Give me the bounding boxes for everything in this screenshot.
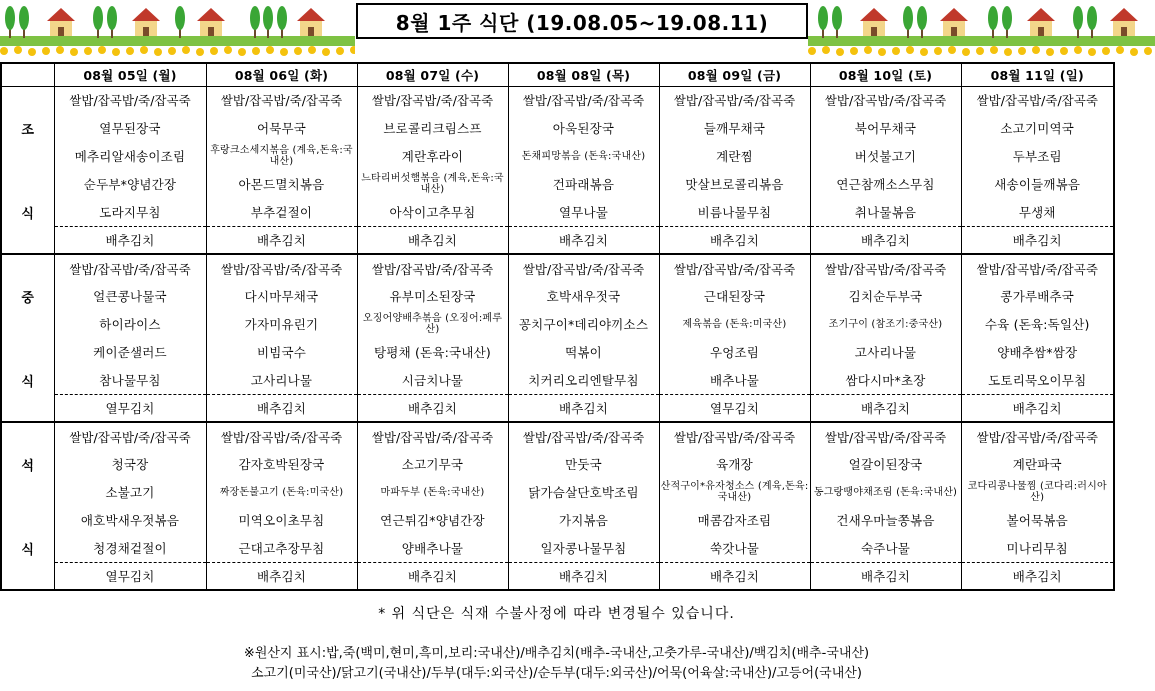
- dish-cell: 계란찜: [659, 142, 810, 170]
- dish-cell: 비름나물무침: [659, 198, 810, 226]
- village-decoration-left: [0, 0, 355, 62]
- meal-label-spacer: [1, 254, 54, 282]
- dish-cell: 계란후라이: [357, 142, 508, 170]
- house-roof: [297, 8, 325, 21]
- flower-icon: [224, 46, 232, 54]
- menu-row: [1, 86, 1114, 114]
- menu-row: [1, 114, 1114, 142]
- dish-cell: 연근튀김*양념간장: [357, 506, 508, 534]
- flower-icon: [1144, 47, 1152, 55]
- meal-label-spacer: [1, 338, 54, 366]
- meal-label-spacer: [1, 170, 54, 198]
- meal-label-spacer: [1, 394, 54, 422]
- flower-icon: [878, 48, 886, 56]
- meal-label-top: 중: [1, 282, 54, 310]
- dish-cell: 건파래볶음: [508, 170, 659, 198]
- dish-cell: 짜장돈불고기 (돈육:미국산): [206, 478, 357, 506]
- meal-label-spacer: [1, 226, 54, 254]
- rice-cell: 쌀밥/잡곡밥/죽/잡곡죽: [810, 254, 961, 282]
- dish-cell: 배추김치: [508, 394, 659, 422]
- menu-row: [1, 310, 1114, 338]
- day-header: 08월 10일 (토): [810, 63, 961, 86]
- dish-cell: 청국장: [54, 450, 206, 478]
- dish-cell: 계란파국: [961, 450, 1114, 478]
- flower-icon: [1018, 47, 1026, 55]
- rice-cell: 쌀밥/잡곡밥/죽/잡곡죽: [54, 254, 206, 282]
- tree-icon: [917, 6, 927, 30]
- dish-cell: 순두부*양념간장: [54, 170, 206, 198]
- dish-cell: 근대고추장무침: [206, 534, 357, 562]
- menu-table: [0, 62, 1115, 591]
- dish-cell: 꽁치구이*데리야끼소스: [508, 310, 659, 338]
- rice-cell: 쌀밥/잡곡밥/죽/잡곡죽: [508, 254, 659, 282]
- house-door: [58, 27, 64, 36]
- dish-cell: 열무나물: [508, 198, 659, 226]
- dish-cell: 아삭이고추무침: [357, 198, 508, 226]
- day-header: 08월 09일 (금): [659, 63, 810, 86]
- flower-icon: [976, 47, 984, 55]
- flower-icon: [1046, 48, 1054, 56]
- dish-cell: 치커리오리엔탈무침: [508, 366, 659, 394]
- dish-cell: 도라지무침: [54, 198, 206, 226]
- menu-row: [1, 422, 1114, 450]
- house-roof: [47, 8, 75, 21]
- flower-icon: [210, 47, 218, 55]
- menu-row: [1, 534, 1114, 562]
- dish-cell: 유부미소된장국: [357, 282, 508, 310]
- flower-icon: [182, 46, 190, 54]
- rice-cell: 쌀밥/잡곡밥/죽/잡곡죽: [357, 422, 508, 450]
- meal-label-spacer: [1, 142, 54, 170]
- dish-cell: 어묵무국: [206, 114, 357, 142]
- flower-icon: [1116, 46, 1124, 54]
- origin-line: ※원산지 표시:밥,죽(백미,현미,흑미,보리:국내산)/배추김치(배추-국내산,고춧가루-국내산)/백김치(배추-국내산): [243, 646, 870, 661]
- house-door: [143, 27, 149, 36]
- dish-cell: 배추김치: [54, 226, 206, 254]
- meal-label-spacer: [1, 478, 54, 506]
- corner-cell: [1, 63, 54, 86]
- dish-cell: 느타리버섯햄볶음 (계육,돈육:국내산): [357, 170, 508, 198]
- dish-cell: 배추김치: [659, 562, 810, 590]
- dish-cell: 얼갈이된장국: [810, 450, 961, 478]
- rice-cell: 쌀밥/잡곡밥/죽/잡곡죽: [357, 254, 508, 282]
- dish-cell: 육개장: [659, 450, 810, 478]
- menu-row: [1, 478, 1114, 506]
- flower-icon: [322, 48, 330, 56]
- dish-cell: 취나물볶음: [810, 198, 961, 226]
- flower-icon: [934, 47, 942, 55]
- flower-icon: [252, 47, 260, 55]
- menu-row: [1, 282, 1114, 310]
- flower-icon: [154, 48, 162, 56]
- menu-row: [1, 562, 1114, 590]
- tree-icon: [263, 6, 273, 30]
- flower-icon: [836, 48, 844, 56]
- page-title: 8월 1주 식단 (19.08.05~19.08.11): [356, 3, 808, 39]
- flower-icon: [1060, 47, 1068, 55]
- flower-icon: [196, 48, 204, 56]
- dish-cell: 가자미유린기: [206, 310, 357, 338]
- tree-icon: [1087, 6, 1097, 30]
- dish-cell: 맛살브로콜리볶음: [659, 170, 810, 198]
- flower-icon: [1088, 48, 1096, 56]
- dish-cell: 북어무채국: [810, 114, 961, 142]
- meal-label-top: 석: [1, 450, 54, 478]
- dish-cell: 돈채피망볶음 (돈육:국내산): [508, 142, 659, 170]
- rice-cell: 쌀밥/잡곡밥/죽/잡곡죽: [961, 422, 1114, 450]
- flower-icon: [1102, 47, 1110, 55]
- tree-icon: [1073, 6, 1083, 30]
- meal-label-spacer: [1, 562, 54, 590]
- flower-icon: [28, 48, 36, 56]
- dish-cell: 건새우마늘쫑볶음: [810, 506, 961, 534]
- tree-icon: [19, 6, 29, 30]
- dish-cell: 수육 (돈육:독일산): [961, 310, 1114, 338]
- rice-cell: 쌀밥/잡곡밥/죽/잡곡죽: [810, 86, 961, 114]
- dish-cell: 배추김치: [206, 562, 357, 590]
- day-header-row: [1, 63, 1114, 86]
- tree-icon: [250, 6, 260, 30]
- dish-cell: 얼큰콩나물국: [54, 282, 206, 310]
- rice-cell: 쌀밥/잡곡밥/죽/잡곡죽: [508, 86, 659, 114]
- house-roof: [197, 8, 225, 21]
- menu-row: [1, 226, 1114, 254]
- dish-cell: 배추김치: [508, 226, 659, 254]
- rice-cell: 쌀밥/잡곡밥/죽/잡곡죽: [206, 422, 357, 450]
- flower-icon: [266, 46, 274, 54]
- dish-cell: 김치순두부국: [810, 282, 961, 310]
- dish-cell: 다시마무채국: [206, 282, 357, 310]
- flower-icon: [14, 46, 22, 54]
- dish-cell: 마파두부 (돈육:국내산): [357, 478, 508, 506]
- menu-body: [1, 86, 1114, 590]
- dish-cell: 열무김치: [54, 562, 206, 590]
- dish-cell: 미나리무침: [961, 534, 1114, 562]
- dish-cell: 호박새우젓국: [508, 282, 659, 310]
- dish-cell: 도토리묵오이무침: [961, 366, 1114, 394]
- rice-cell: 쌀밥/잡곡밥/죽/잡곡죽: [357, 86, 508, 114]
- day-header: 08월 05일 (월): [54, 63, 206, 86]
- dish-cell: 메추리알새송이조림: [54, 142, 206, 170]
- dish-cell: 우엉조림: [659, 338, 810, 366]
- flower-icon: [70, 48, 78, 56]
- menu-row: [1, 170, 1114, 198]
- flower-icon: [294, 47, 302, 55]
- house-roof: [860, 8, 888, 21]
- dish-cell: 후랑크소세지볶음 (계육,돈육:국내산): [206, 142, 357, 170]
- day-header: 08월 11일 (일): [961, 63, 1114, 86]
- flower-icon: [948, 46, 956, 54]
- dish-cell: 미역오이초무침: [206, 506, 357, 534]
- tree-icon: [818, 6, 828, 30]
- meal-label-spacer: [1, 310, 54, 338]
- tree-icon: [277, 6, 287, 30]
- rice-cell: 쌀밥/잡곡밥/죽/잡곡죽: [659, 86, 810, 114]
- dish-cell: 만둣국: [508, 450, 659, 478]
- flower-icon: [98, 46, 106, 54]
- tree-icon: [93, 6, 103, 30]
- flower-icon: [0, 47, 8, 55]
- flower-icon: [42, 47, 50, 55]
- flower-icon: [280, 48, 288, 56]
- dish-cell: 닭가슴살단호박조림: [508, 478, 659, 506]
- house-door: [951, 27, 957, 36]
- dish-cell: 쑥갓나물: [659, 534, 810, 562]
- dish-cell: 배추김치: [810, 562, 961, 590]
- rice-cell: 쌀밥/잡곡밥/죽/잡곡죽: [206, 254, 357, 282]
- dish-cell: 동그랑땡야채조림 (돈육:국내산): [810, 478, 961, 506]
- flower-icon: [1074, 46, 1082, 54]
- dish-cell: 탕평채 (돈육:국내산): [357, 338, 508, 366]
- dish-cell: 케이준샐러드: [54, 338, 206, 366]
- change-notice: * 위 식단은 식재 수불사정에 따라 변경될수 있습니다.: [378, 606, 735, 622]
- rice-cell: 쌀밥/잡곡밥/죽/잡곡죽: [810, 422, 961, 450]
- dish-cell: 숙주나물: [810, 534, 961, 562]
- dish-cell: 쌈다시마*초장: [810, 366, 961, 394]
- origin-info: [0, 644, 1113, 684]
- house-roof: [1027, 8, 1055, 21]
- flower-icon: [864, 46, 872, 54]
- house-door: [1121, 27, 1127, 36]
- rice-cell: 쌀밥/잡곡밥/죽/잡곡죽: [659, 422, 810, 450]
- dish-cell: 비빔국수: [206, 338, 357, 366]
- tree-icon: [988, 6, 998, 30]
- tree-icon: [5, 6, 15, 30]
- house-roof: [132, 8, 160, 21]
- grass-strip: [0, 36, 355, 46]
- dish-cell: 산적구이*유자청소스 (계육,돈육:국내산): [659, 478, 810, 506]
- house-door: [308, 27, 314, 36]
- dish-cell: 오징어양배추볶음 (오징어:페루산): [357, 310, 508, 338]
- flower-icon: [906, 46, 914, 54]
- flower-icon: [126, 47, 134, 55]
- flower-icon: [84, 47, 92, 55]
- dish-cell: 청경채겉절이: [54, 534, 206, 562]
- tree-icon: [832, 6, 842, 30]
- grass-strip: [808, 36, 1155, 46]
- rice-cell: 쌀밥/잡곡밥/죽/잡곡죽: [659, 254, 810, 282]
- dish-cell: 콩가루배추국: [961, 282, 1114, 310]
- dish-cell: 배추김치: [659, 226, 810, 254]
- rice-cell: 쌀밥/잡곡밥/죽/잡곡죽: [961, 254, 1114, 282]
- day-header: 08월 08일 (목): [508, 63, 659, 86]
- dish-cell: 제육볶음 (돈육:미국산): [659, 310, 810, 338]
- house-door: [1038, 27, 1044, 36]
- dish-cell: 소고기미역국: [961, 114, 1114, 142]
- day-header: 08월 07일 (수): [357, 63, 508, 86]
- rice-cell: 쌀밥/잡곡밥/죽/잡곡죽: [961, 86, 1114, 114]
- flower-icon: [1130, 48, 1138, 56]
- dish-cell: 배추나물: [659, 366, 810, 394]
- dish-cell: 열무된장국: [54, 114, 206, 142]
- tree-icon: [1002, 6, 1012, 30]
- tree-icon: [903, 6, 913, 30]
- tree-icon: [107, 6, 117, 30]
- dish-cell: 아욱된장국: [508, 114, 659, 142]
- dish-cell: 무생채: [961, 198, 1114, 226]
- menu-row: [1, 506, 1114, 534]
- dish-cell: 일자콩나물무침: [508, 534, 659, 562]
- dish-cell: 배추김치: [961, 562, 1114, 590]
- flower-icon: [990, 46, 998, 54]
- meal-label-bottom: 식: [1, 198, 54, 226]
- flower-icon: [140, 46, 148, 54]
- flower-icon: [112, 48, 120, 56]
- dish-cell: 배추김치: [810, 394, 961, 422]
- menu-row: [1, 254, 1114, 282]
- dish-cell: 고사리나물: [810, 338, 961, 366]
- flower-icon: [350, 46, 355, 54]
- menu-row: [1, 450, 1114, 478]
- house-door: [871, 27, 877, 36]
- rice-cell: 쌀밥/잡곡밥/죽/잡곡죽: [508, 422, 659, 450]
- rice-cell: 쌀밥/잡곡밥/죽/잡곡죽: [54, 422, 206, 450]
- dish-cell: 볼어묵볶음: [961, 506, 1114, 534]
- rice-cell: 쌀밥/잡곡밥/죽/잡곡죽: [54, 86, 206, 114]
- flower-icon: [336, 47, 344, 55]
- menu-row: [1, 198, 1114, 226]
- meal-label-spacer: [1, 422, 54, 450]
- origin-line: 소고기(미국산)/닭고기(국내산)/두부(대두:외국산)/순두부(대두:외국산)/어묵(어육살:국내산)/고등어(국내산): [251, 666, 862, 681]
- flower-icon: [892, 47, 900, 55]
- flower-icon: [822, 46, 830, 54]
- dish-cell: 열무김치: [659, 394, 810, 422]
- menu-row: [1, 394, 1114, 422]
- dish-cell: 브로콜리크림스프: [357, 114, 508, 142]
- meal-label-bottom: 식: [1, 366, 54, 394]
- flower-icon: [168, 47, 176, 55]
- dish-cell: 조기구이 (참조기:중국산): [810, 310, 961, 338]
- dish-cell: 감자호박된장국: [206, 450, 357, 478]
- house-door: [208, 27, 214, 36]
- dish-cell: 아몬드멸치볶음: [206, 170, 357, 198]
- dish-cell: 두부조림: [961, 142, 1114, 170]
- dish-cell: 근대된장국: [659, 282, 810, 310]
- dish-cell: 고사리나물: [206, 366, 357, 394]
- flower-icon: [1032, 46, 1040, 54]
- dish-cell: 배추김치: [206, 226, 357, 254]
- dish-cell: 시금치나물: [357, 366, 508, 394]
- flower-icon: [1004, 48, 1012, 56]
- dish-cell: 배추김치: [206, 394, 357, 422]
- menu-row: [1, 338, 1114, 366]
- dish-cell: 소고기무국: [357, 450, 508, 478]
- meal-label-top: 조: [1, 114, 54, 142]
- dish-cell: 버섯불고기: [810, 142, 961, 170]
- dish-cell: 매콤감자조림: [659, 506, 810, 534]
- dish-cell: 배추김치: [357, 562, 508, 590]
- dish-cell: 배추김치: [961, 226, 1114, 254]
- village-decoration-right: [808, 0, 1155, 62]
- dish-cell: 양배추쌈*쌈장: [961, 338, 1114, 366]
- flower-icon: [808, 47, 816, 55]
- dish-cell: 열무김치: [54, 394, 206, 422]
- dish-cell: 애호박새우젓볶음: [54, 506, 206, 534]
- house-roof: [940, 8, 968, 21]
- dish-cell: 소불고기: [54, 478, 206, 506]
- tree-icon: [175, 6, 185, 30]
- dish-cell: 연근참깨소스무침: [810, 170, 961, 198]
- meal-label-spacer: [1, 506, 54, 534]
- dish-cell: 배추김치: [357, 226, 508, 254]
- dish-cell: 양배추나물: [357, 534, 508, 562]
- flower-icon: [850, 47, 858, 55]
- dish-cell: 코다리콩나물찜 (코다리:러시아산): [961, 478, 1114, 506]
- meal-label-bottom: 식: [1, 534, 54, 562]
- house-roof: [1110, 8, 1138, 21]
- dish-cell: 배추김치: [961, 394, 1114, 422]
- dish-cell: 배추김치: [508, 562, 659, 590]
- dish-cell: 가지볶음: [508, 506, 659, 534]
- flower-icon: [920, 48, 928, 56]
- dish-cell: 배추김치: [810, 226, 961, 254]
- menu-row: [1, 366, 1114, 394]
- dish-cell: 떡볶이: [508, 338, 659, 366]
- dish-cell: 하이라이스: [54, 310, 206, 338]
- dish-cell: 부추겉절이: [206, 198, 357, 226]
- meal-label-spacer: [1, 86, 54, 114]
- flower-icon: [238, 48, 246, 56]
- flower-icon: [962, 48, 970, 56]
- header: [0, 0, 1155, 62]
- rice-cell: 쌀밥/잡곡밥/죽/잡곡죽: [206, 86, 357, 114]
- dish-cell: 새송이들깨볶음: [961, 170, 1114, 198]
- dish-cell: 배추김치: [357, 394, 508, 422]
- flower-icon: [308, 46, 316, 54]
- flower-icon: [56, 46, 64, 54]
- menu-row: [1, 142, 1114, 170]
- dish-cell: 들깨무채국: [659, 114, 810, 142]
- day-header: 08월 06일 (화): [206, 63, 357, 86]
- dish-cell: 참나물무침: [54, 366, 206, 394]
